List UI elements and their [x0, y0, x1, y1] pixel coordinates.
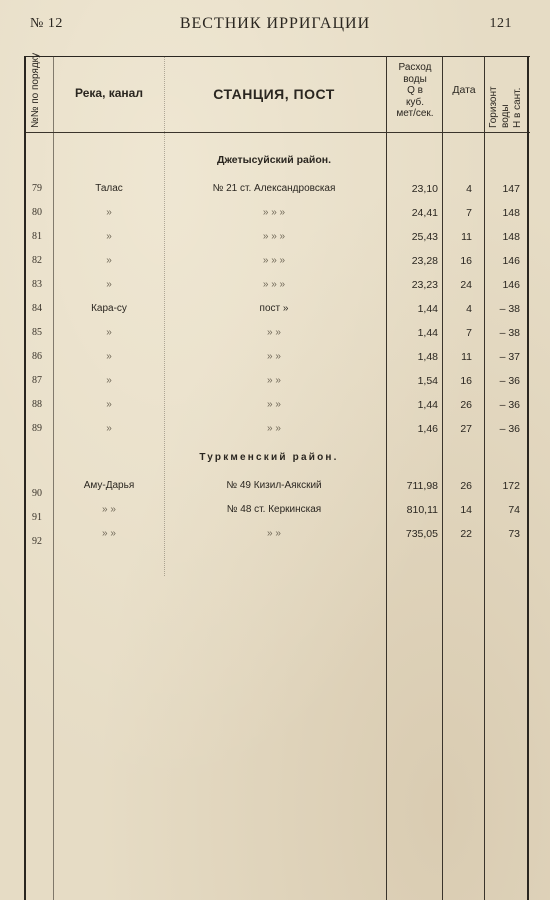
row-river: » [106, 399, 112, 410]
table-row [24, 231, 530, 251]
row-river: » [106, 423, 112, 434]
row-horizon: – 36 [499, 423, 520, 435]
row-station: » » [267, 528, 281, 539]
table-row [24, 423, 530, 443]
row-station: » » [267, 351, 281, 362]
row-date: 24 [460, 279, 472, 291]
table-row [24, 303, 530, 323]
row-discharge: 1,48 [417, 351, 438, 363]
row-number: 86 [32, 351, 42, 362]
row-river: » [106, 375, 112, 386]
row-horizon: – 38 [499, 303, 520, 315]
journal-title: ВЕСТНИК ИРРИГАЦИИ [179, 15, 371, 32]
table-row [24, 375, 530, 395]
row-horizon: – 37 [499, 351, 520, 363]
row-date: 11 [461, 231, 472, 243]
row-discharge: 1,46 [417, 423, 438, 435]
header-discharge-line: воды [403, 73, 427, 85]
header-horizon-line: H в сант. [512, 87, 523, 128]
row-horizon: – 36 [499, 375, 520, 387]
table-row [24, 255, 530, 275]
row-number: 85 [32, 327, 42, 338]
row-horizon: 148 [502, 231, 520, 243]
row-number: 88 [32, 399, 42, 410]
header-index: №№ по порядку [30, 52, 41, 128]
row-number: 89 [32, 423, 42, 434]
row-discharge: 23,23 [411, 279, 438, 291]
row-date: 11 [461, 351, 472, 363]
hydrology-table [24, 52, 530, 900]
row-discharge: 23,28 [411, 255, 438, 267]
table-row [24, 351, 530, 371]
row-number: 91 [32, 512, 42, 523]
table-row [24, 399, 530, 419]
row-station: пост » [259, 303, 289, 314]
row-number: 80 [32, 207, 42, 218]
row-discharge: 1,44 [417, 327, 438, 339]
row-date: 7 [466, 207, 472, 219]
row-date: 22 [460, 528, 472, 540]
header-river: Река, канал [75, 86, 143, 100]
header-horizon [486, 56, 526, 132]
row-station: № 21 ст. Александровская [212, 183, 336, 194]
row-horizon: 147 [502, 183, 520, 195]
row-number: 83 [32, 279, 42, 290]
page-header [0, 14, 550, 36]
header-station: СТАНЦИЯ, ПОСТ [213, 86, 335, 102]
row-river: Талас [95, 183, 123, 194]
row-number: 84 [32, 303, 42, 314]
row-discharge: 1,44 [417, 303, 438, 315]
row-number: 92 [32, 536, 42, 547]
row-discharge: 1,54 [417, 375, 438, 387]
row-station: » » [267, 423, 281, 434]
table-row [24, 183, 530, 203]
row-discharge: 711,98 [406, 480, 438, 492]
row-station: » » [267, 327, 281, 338]
row-date: 16 [460, 375, 472, 387]
row-date: 27 [460, 423, 472, 435]
row-horizon: 146 [502, 255, 520, 267]
table-row [24, 207, 530, 227]
table-top-rule [24, 56, 530, 57]
row-date: 26 [460, 480, 472, 492]
header-discharge-line: Q в [407, 85, 423, 96]
row-station: » » [267, 375, 281, 386]
header-bottom-rule [24, 132, 530, 133]
row-river: » [106, 279, 112, 290]
row-date: 26 [460, 399, 472, 411]
page-number: 121 [489, 16, 512, 31]
row-date: 16 [460, 255, 472, 267]
row-river: » [106, 255, 112, 266]
row-station: » » » [262, 207, 286, 218]
header-discharge-line: мет/сек. [396, 108, 434, 119]
row-river: Аму-Дарья [83, 480, 135, 491]
row-date: 4 [466, 183, 472, 195]
row-date: 14 [460, 504, 472, 516]
row-horizon: – 38 [499, 327, 520, 339]
table-row [24, 279, 530, 299]
row-river: » [106, 231, 112, 242]
table-row [24, 480, 530, 500]
row-date: 7 [466, 327, 472, 339]
header-horizon-line: воды [500, 104, 511, 128]
header-discharge [388, 62, 442, 120]
header-discharge-line: куб. [405, 96, 425, 108]
row-station: № 48 ст. Керкинская [226, 504, 322, 515]
section-title: Туркменский район. [199, 452, 339, 463]
row-station: » » » [262, 255, 286, 266]
row-number: 87 [32, 375, 42, 386]
row-number: 90 [32, 488, 42, 499]
row-station: № 49 Кизил-Аякский [226, 480, 322, 491]
table-row [24, 504, 530, 524]
row-discharge: 810,11 [406, 504, 438, 516]
row-horizon: – 36 [499, 399, 520, 411]
row-river: Кара-су [91, 303, 127, 314]
row-discharge: 25,43 [411, 231, 438, 243]
row-number: 81 [32, 231, 42, 242]
row-discharge: 24,41 [411, 207, 438, 219]
row-horizon: 74 [508, 504, 520, 516]
row-station: » » » [262, 279, 286, 290]
row-number: 79 [32, 183, 42, 194]
row-date: 4 [466, 303, 472, 315]
section-title: Джетысуйский район. [216, 154, 332, 166]
row-horizon: 146 [502, 279, 520, 291]
issue-number: № 12 [30, 16, 63, 31]
row-horizon: 172 [502, 480, 520, 492]
header-discharge-line: Расход [398, 62, 432, 73]
row-number: 82 [32, 255, 42, 266]
row-horizon: 148 [502, 207, 520, 219]
row-discharge: 23,10 [411, 183, 438, 195]
row-river: » [106, 327, 112, 338]
row-discharge: 735,05 [405, 528, 438, 540]
row-river: » » [102, 504, 116, 515]
row-horizon: 73 [508, 528, 520, 540]
row-river: » [106, 207, 112, 218]
header-date: Дата [452, 84, 476, 96]
row-river: » [106, 351, 112, 362]
table-row [24, 327, 530, 347]
table-row [24, 528, 530, 548]
row-station: » » » [262, 231, 286, 242]
row-station: » » [267, 399, 281, 410]
row-river: » » [102, 528, 116, 539]
header-horizon-line: Горизонт [488, 86, 499, 128]
row-discharge: 1,44 [417, 399, 438, 411]
